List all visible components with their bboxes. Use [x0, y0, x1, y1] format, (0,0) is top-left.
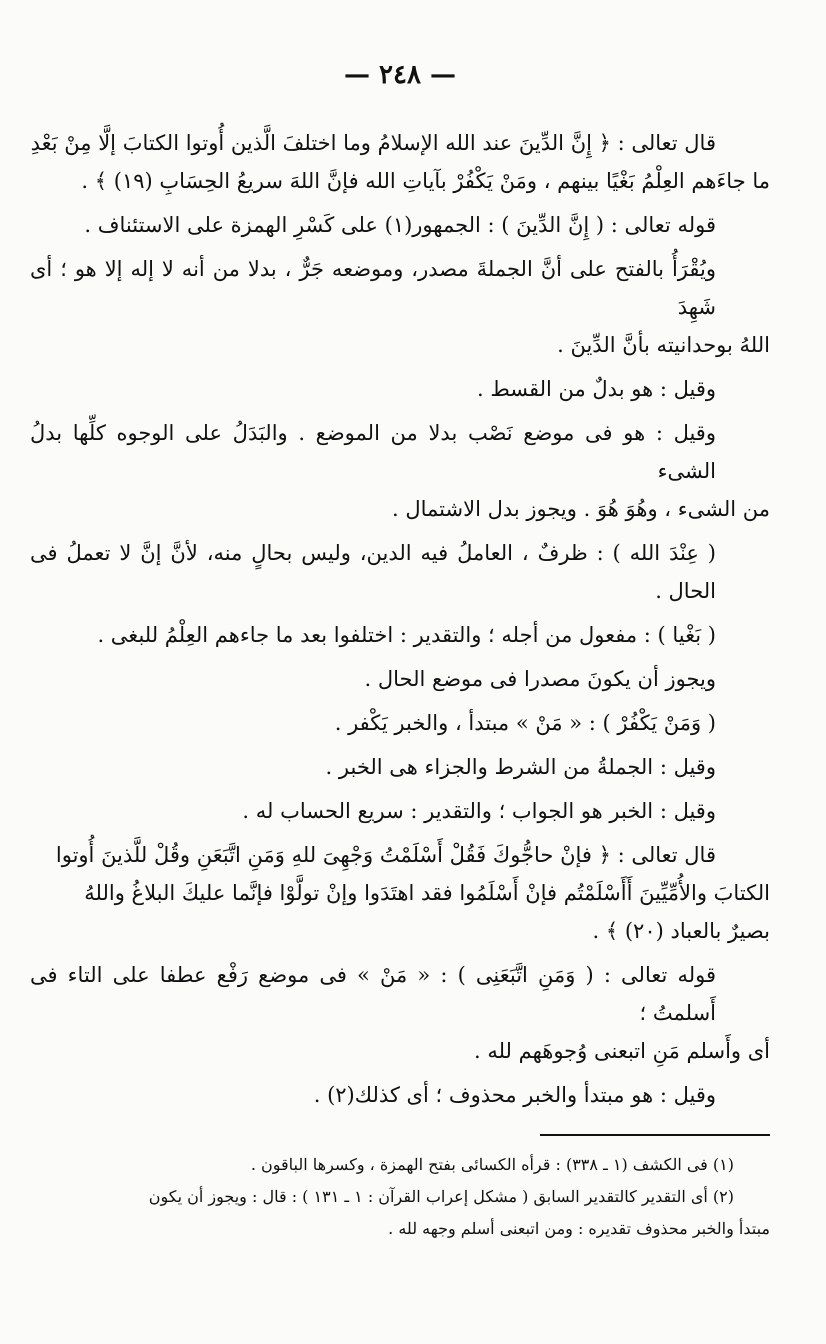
- text-line: قوله تعالى : ( إِنَّ الدِّينَ ) : الجمهور(١) على كَسْرِ الهمزة على الاستئناف .: [84, 213, 716, 237]
- text-line: وقيل : هو بدلٌ من القسط .: [476, 377, 716, 401]
- footnote-line: (٢) أى التقدير كالتقدير السابق ( مشكل إعراب القرآن : ١ ـ ١٣١ ) : قال : ويجوز أن يكون: [148, 1187, 734, 1206]
- text-line: ( بَغْيا ) : مفعول من أجله ؛ والتقدير : اختلفوا بعد ما جاءهم العِلْمُ للبغى .: [97, 623, 716, 647]
- text-line: ( وَمَنْ يَكْفُرْ ) : « مَنْ » مبتدأ ، والخبر يَكْفر .: [334, 711, 716, 735]
- text-line: وقيل : هو فى موضع نَصْب بدلا من الموضع . والبَدَلُ على الوجوه كلِّها بدلُ الشىء: [30, 421, 716, 483]
- footnote-line: مبتدأ والخبر محذوف تقديره : ومن اتبعنى أسلم وجهه لله .: [388, 1219, 770, 1238]
- text-line: وقيل : هو مبتدأ والخبر محذوف ؛ أى كذلك(٢) .: [313, 1083, 716, 1107]
- text-line: وقيل : الجملةُ من الشرط والجزاء هى الخبر .: [325, 755, 716, 779]
- footnote-divider: [540, 1134, 770, 1136]
- text-line: ( عِنْدَ الله ) : ظرفٌ ، العاملُ فيه الدين، وليس بحالٍ منه، لأنَّ إنَّ لا تعملُ فى الحال .: [30, 541, 716, 603]
- text-line: من الشىء ، وهُوَ هُوَ . ويجوز بدل الاشتمال .: [392, 497, 770, 521]
- book-page: [30, 60, 770, 1246]
- text-line: اللهُ بوحدانيته بأنَّ الدِّينَ .: [557, 333, 770, 357]
- text-line: الكتابَ والأُمِّيِّينَ أَأَسْلَمْتُم فإنْ أَسْلَمُوا فقد اهتَدَوا وإنْ تولَّوْا فإنَّما عليكَ البلاغُ واللهُ: [84, 881, 770, 905]
- text-line: ما جاءَهم العِلْمُ بَغْيًا بينهم ، ومَنْ يَكْفُرْ بآياتِ الله فإنَّ اللهَ سريعُ الحِسَابِ (١٩) ﴾ .: [81, 169, 770, 193]
- footnote-line: (١) فى الكشف (١ ـ ٣٣٨) : قرأه الكسائى بفتح الهمزة ، وكسرها الباقون .: [250, 1155, 734, 1174]
- main-text: [30, 124, 770, 1114]
- text-line: قال تعالى : ﴿ إِنَّ الدِّينَ عند الله الإسلامُ وما اختلفَ الَّذين أُوتوا الكتابَ إلَّا مِنْ بَعْدِ: [30, 131, 716, 155]
- text-line: بصيرٌ بالعباد (٢٠) ﴾ .: [592, 919, 770, 943]
- text-line: ويُقْرَأُ بالفتح على أنَّ الجملةَ مصدر، وموضعه جَرٌّ ، بدلا من أنه لا إله إلا هو ؛ أى شَهِدَ: [30, 257, 716, 319]
- text-line: ويجوز أن يكونَ مصدرا فى موضع الحال .: [364, 667, 716, 691]
- footnotes: [30, 1150, 770, 1244]
- text-line: وقيل : الخبر هو الجواب ؛ والتقدير : سريع الحساب له .: [242, 799, 716, 823]
- text-line: أى وأَسلم مَنِ اتبعنى وُجوهَهم لله .: [473, 1039, 770, 1063]
- text-line: قال تعالى : ﴿ فإنْ حاجُّوكَ فَقُلْ أَسْلَمْتُ وَجْهِىَ للهِ وَمَنِ اتَّبَعَنِ وقُلْ للَّذينَ أُوتوا: [55, 843, 716, 867]
- text-line: قوله تعالى : ( وَمَنِ اتَّبَعَنِى ) : « مَنْ » فى موضع رَفْع عطفا على التاء فى أَسلمتُ ؛: [30, 963, 716, 1025]
- page-number: — ٢٤٨ —: [343, 60, 457, 90]
